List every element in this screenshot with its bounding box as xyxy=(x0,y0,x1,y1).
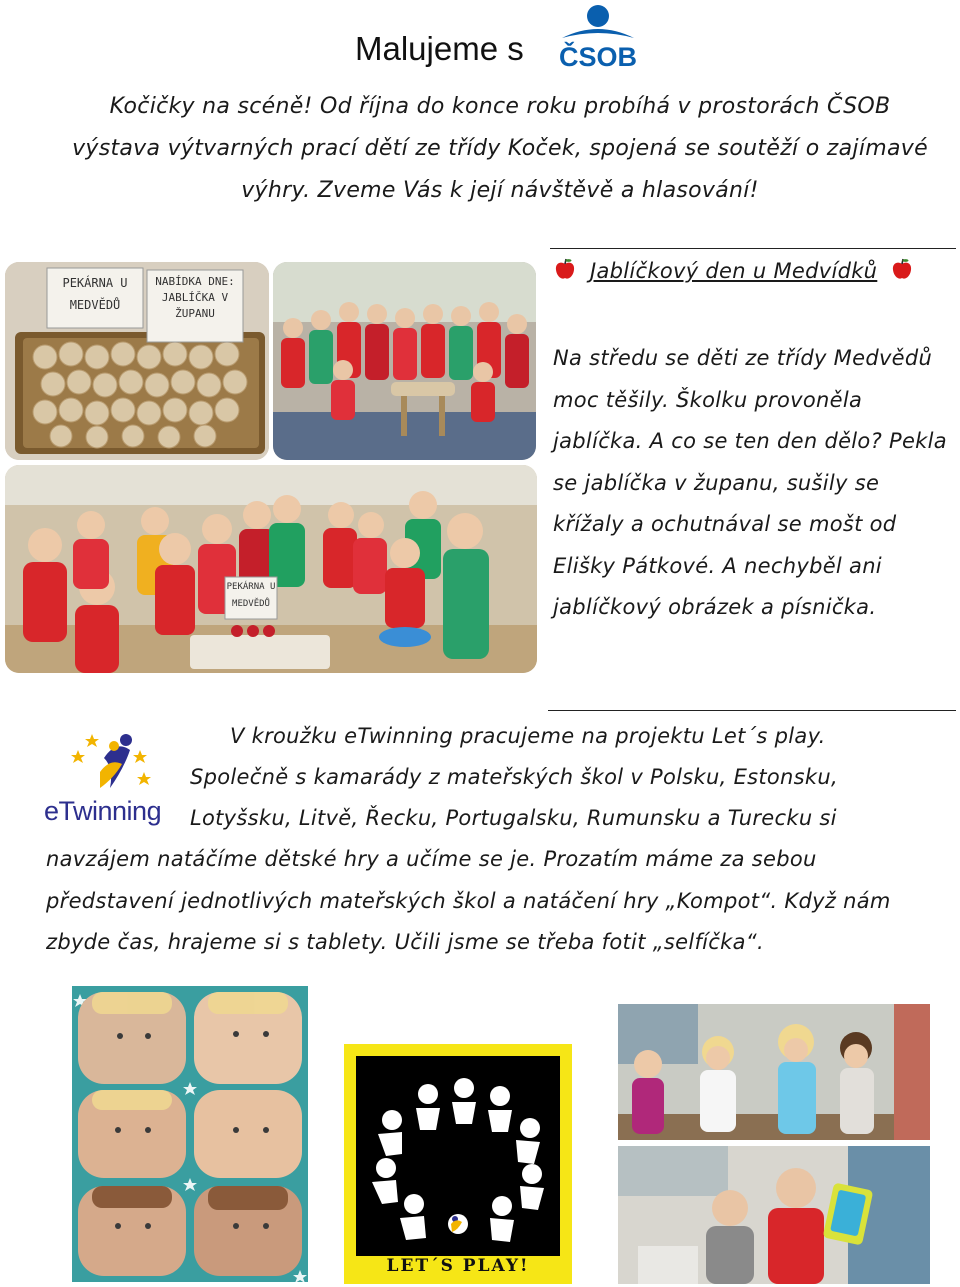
page-title: Malujeme s xyxy=(355,30,524,67)
csob-logo xyxy=(556,2,640,72)
etwinning-logo xyxy=(44,728,184,828)
intro-paragraph: Kočičky na scéně! Od října do konce roku probíhá v prostorách ČSOB výstava výtvarných prací dětí ze třídy Koček, spojená se soutěží o zajímavé výhry. Zveme Vás k její návštěvě a hlasování! xyxy=(72,94,928,203)
apple-icon xyxy=(553,257,577,281)
etwinning-line-2: Společně s kamarády z mateřských škol v Polsku, Estonsku, xyxy=(190,765,838,789)
etwinning-line-1: V kroužku eTwinning pracujeme na projektu Let´s play. xyxy=(230,724,826,748)
lets-play-logo xyxy=(344,1044,572,1284)
csob-logo-text: ČSOB xyxy=(558,42,638,72)
divider xyxy=(550,248,956,249)
divider xyxy=(548,710,956,711)
sign-pekarna: PEKÁRNA U MEDVĚDŮ xyxy=(62,276,128,312)
photo-baked-apples xyxy=(5,262,269,460)
sign-nabidka: NABÍDKA DNE: JABLÍČKA V ŽUPANU xyxy=(155,275,235,320)
apple-section-text: Na středu se děti ze třídy Medvědů moc těšily. Školku provoněla jablíčka. A co se ten den dělo? Pekla se jablíčka v županu, sušily se křížaly a ochutnával se mošt od Elišky Pátkové. A nechyběl ani jablíčkový obrázek a písnička. xyxy=(553,346,947,619)
etwinning-logo-text: eTwinning xyxy=(44,796,162,826)
photo-children-tablet-2 xyxy=(618,1146,930,1284)
apple-section-heading xyxy=(553,257,914,283)
apple-icon xyxy=(890,257,914,281)
selfie-collage xyxy=(72,986,308,1282)
etwinning-paragraph: navzájem natáčíme dětské hry a učíme se je. Prozatím máme za sebou představení jednotlivých mateřských škol a natáčení hry „Kompot“. Když nám zbyde čas, hrajeme si s tablety. Učili jsme se třeba fotit „selfíčka“. xyxy=(46,847,891,954)
photo-children-table xyxy=(5,465,537,673)
photo-children-tablet-1 xyxy=(618,1004,930,1140)
lets-play-label: LET´S PLAY! xyxy=(386,1256,530,1276)
apple-section-title: Jablíčkový den u Medvídků xyxy=(589,259,878,283)
etwinning-line-3: Lotyšsku, Litvě, Řecku, Portugalsku, Rumunsku a Turecku si xyxy=(190,806,837,830)
photo-children-group xyxy=(273,262,536,460)
sign-pekarna-2: PEKÁRNA U MEDVĚDŮ xyxy=(226,582,276,609)
